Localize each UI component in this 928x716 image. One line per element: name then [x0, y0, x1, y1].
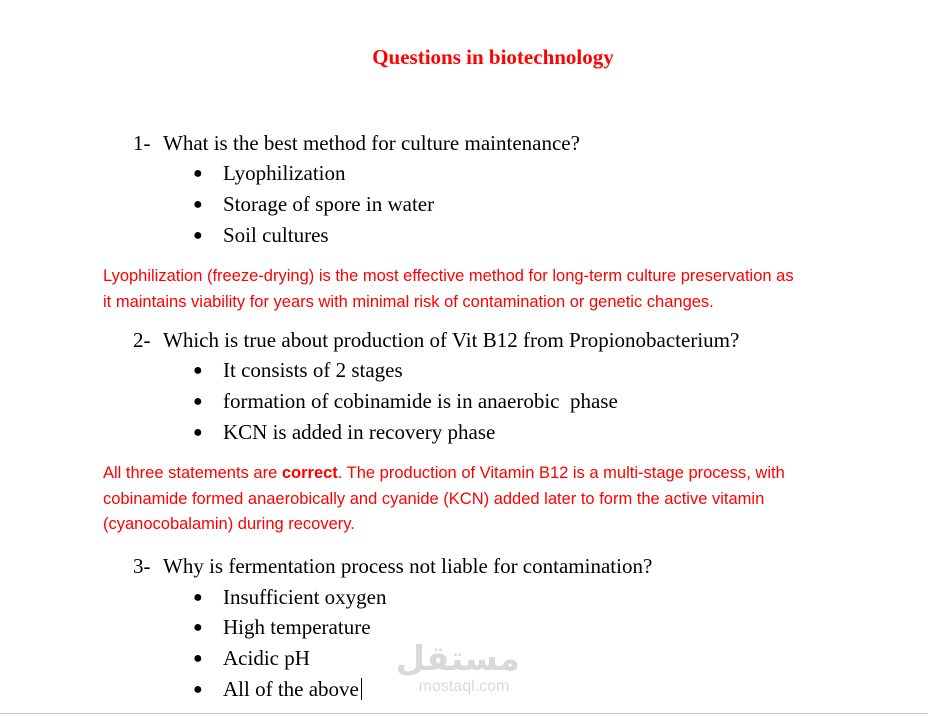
- question-1-answer: [103, 264, 893, 315]
- option-text: High temperature: [223, 615, 371, 639]
- question-1-option-3: [193, 223, 329, 248]
- option-text: Acidic pH: [223, 646, 310, 670]
- answer-line: [103, 461, 893, 487]
- question-3-option-2: [193, 615, 371, 640]
- question-2-option-2: [193, 389, 618, 414]
- text-cursor[interactable]: [361, 678, 363, 700]
- option-text: Lyophilization: [223, 161, 346, 185]
- question-2: [133, 328, 739, 353]
- question-1: [133, 131, 580, 156]
- question-3-option-4: [193, 677, 362, 702]
- option-text: It consists of 2 stages: [223, 358, 403, 382]
- question-text: What is the best method for culture maintenance?: [163, 131, 580, 155]
- bullet-icon: ●: [193, 393, 203, 410]
- question-number: 3-: [133, 554, 151, 578]
- option-text: All of the above: [223, 677, 359, 701]
- question-2-option-1: [193, 358, 403, 383]
- answer-line: (cyanocobalamin) during recovery.: [103, 515, 355, 533]
- option-text: KCN is added in recovery phase: [223, 420, 496, 444]
- question-number: 2-: [133, 328, 151, 352]
- bullet-icon: ●: [193, 619, 203, 636]
- watermark-url: mostaql.com: [418, 678, 510, 695]
- bullet-icon: ●: [193, 681, 203, 698]
- question-number: 1-: [133, 131, 151, 155]
- question-2-option-3: [193, 420, 495, 445]
- question-3-option-1: [193, 585, 387, 610]
- option-text: Soil cultures: [223, 223, 329, 247]
- question-text: Which is true about production of Vit B12 from Propionobacterium?: [163, 328, 740, 352]
- document-title: Questions in biotechnology: [372, 45, 614, 69]
- bullet-icon: ●: [193, 650, 203, 667]
- answer-text: All three statements are: [103, 464, 282, 482]
- question-text: Why is fermentation process not liable for contamination?: [163, 554, 653, 578]
- bullet-icon: ●: [193, 196, 203, 213]
- bullet-icon: ●: [193, 362, 203, 379]
- watermark-logo: [395, 639, 520, 702]
- bullet-icon: ●: [193, 424, 203, 441]
- question-1-option-1: [193, 161, 345, 186]
- option-text: Storage of spore in water: [223, 192, 435, 216]
- watermark-logo-text: مستقل: [395, 639, 520, 679]
- answer-emphasis: correct: [281, 464, 338, 482]
- bullet-icon: ●: [193, 227, 203, 244]
- option-text: formation of cobinamide is in anaerobic phase: [223, 389, 618, 413]
- answer-line: Lyophilization (freeze-drying) is the most effective method for long-term culture preservation as: [103, 267, 794, 285]
- question-1-option-2: [193, 192, 434, 217]
- bullet-icon: ●: [193, 165, 203, 182]
- question-2-answer: [103, 461, 893, 538]
- question-3-option-3: [193, 646, 310, 671]
- answer-text: . The production of Vitamin B12 is a multi-stage process, with: [337, 464, 785, 482]
- bullet-icon: ●: [193, 589, 203, 606]
- page-divider: [0, 713, 928, 714]
- question-3: [133, 554, 652, 579]
- answer-line: it maintains viability for years with minimal risk of contamination or genetic changes.: [103, 292, 714, 311]
- option-text: Insufficient oxygen: [223, 585, 387, 609]
- answer-line: cobinamide formed anaerobically and cyanide (KCN) added later to form the active vitamin: [103, 489, 765, 508]
